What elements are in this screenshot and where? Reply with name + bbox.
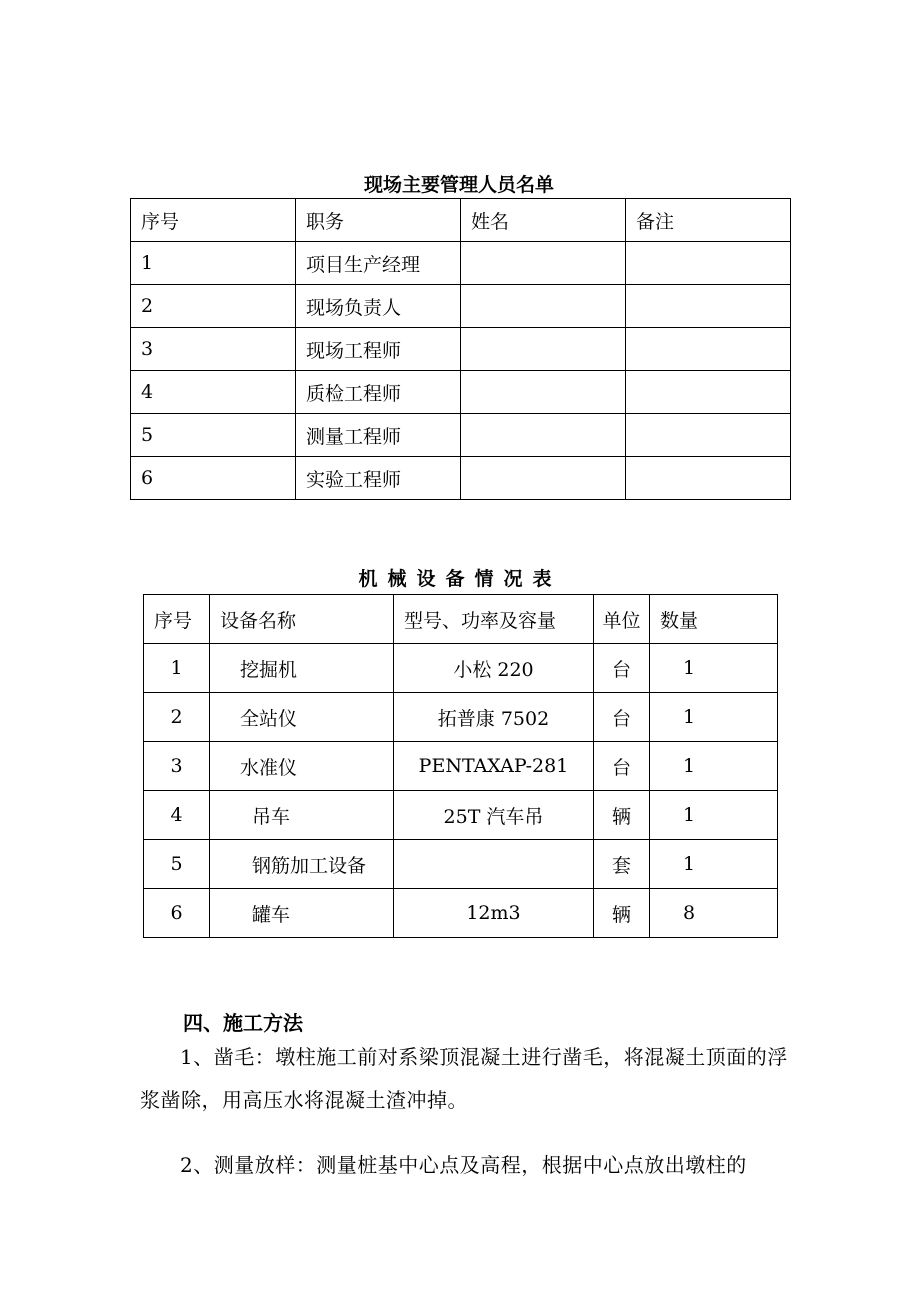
table-cell: 吊车 <box>210 791 394 840</box>
table-cell: 辆 <box>594 889 650 938</box>
table-cell: 2 <box>131 285 296 328</box>
table-cell <box>461 457 626 500</box>
table-cell <box>626 242 791 285</box>
table-cell: 罐车 <box>210 889 394 938</box>
table-cell: 辆 <box>594 791 650 840</box>
table-cell: 水准仪 <box>210 742 394 791</box>
table-cell <box>626 414 791 457</box>
table-cell: 6 <box>144 889 210 938</box>
table-cell: 套 <box>594 840 650 889</box>
header-cell: 备注 <box>626 199 791 242</box>
header-cell: 型号、功率及容量 <box>394 595 594 644</box>
table-cell: 25T 汽车吊 <box>394 791 594 840</box>
table-cell: 项目生产经理 <box>296 242 461 285</box>
header-cell: 设备名称 <box>210 595 394 644</box>
table-row <box>131 414 791 457</box>
table-cell <box>394 840 594 889</box>
table-cell: 1 <box>650 840 778 889</box>
table-cell: 现场工程师 <box>296 328 461 371</box>
table-cell: 1 <box>144 644 210 693</box>
staff-header-row <box>131 199 791 242</box>
table-cell: 台 <box>594 742 650 791</box>
table-cell: 挖掘机 <box>210 644 394 693</box>
table-cell <box>626 457 791 500</box>
table-cell <box>461 371 626 414</box>
table-cell: 5 <box>144 840 210 889</box>
table-cell <box>461 414 626 457</box>
table-cell: 1 <box>131 242 296 285</box>
header-cell: 序号 <box>144 595 210 644</box>
table-cell: 5 <box>131 414 296 457</box>
equipment-table <box>143 594 778 938</box>
table-row <box>131 371 791 414</box>
table-cell <box>461 285 626 328</box>
table-row <box>131 285 791 328</box>
table-cell: 实验工程师 <box>296 457 461 500</box>
table-cell <box>626 371 791 414</box>
table-cell: 1 <box>650 791 778 840</box>
table-cell: 8 <box>650 889 778 938</box>
table-cell: 12m3 <box>394 889 594 938</box>
table-cell: 1 <box>650 742 778 791</box>
table-cell <box>461 328 626 371</box>
table-cell <box>626 285 791 328</box>
header-cell: 序号 <box>131 199 296 242</box>
table-cell: 测量工程师 <box>296 414 461 457</box>
table-cell: PENTAXAP-281 <box>394 742 594 791</box>
table-row <box>144 791 778 840</box>
table-cell: 台 <box>594 693 650 742</box>
table-cell: 拓普康 7502 <box>394 693 594 742</box>
body-paragraph: 2、测量放样：测量桩基中心点及高程，根据中心点放出墩柱的 <box>180 1153 747 1177</box>
table-cell: 全站仪 <box>210 693 394 742</box>
table-cell <box>626 328 791 371</box>
table-cell: 小松 220 <box>394 644 594 693</box>
table-cell: 4 <box>144 791 210 840</box>
table-cell: 2 <box>144 693 210 742</box>
table-row <box>144 693 778 742</box>
staff-table <box>130 198 791 500</box>
table-cell: 台 <box>594 644 650 693</box>
table-row <box>131 457 791 500</box>
staff-table-title: 现场主要管理人员名单 <box>363 174 554 196</box>
table-cell: 1 <box>650 693 778 742</box>
table-row <box>131 328 791 371</box>
table-cell: 钢筋加工设备 <box>210 840 394 889</box>
table-row <box>131 242 791 285</box>
table-row <box>144 644 778 693</box>
equipment-header-row <box>144 595 778 644</box>
body-paragraph: 1、凿毛：墩柱施工前对系梁顶混凝土进行凿毛，将混凝土顶面的浮浆凿除，用高压水将混凝土渣冲掉。 <box>140 1045 788 1112</box>
table-row <box>144 742 778 791</box>
table-cell: 4 <box>131 371 296 414</box>
header-cell: 职务 <box>296 199 461 242</box>
table-row <box>144 889 778 938</box>
table-row <box>144 840 778 889</box>
table-cell: 质检工程师 <box>296 371 461 414</box>
table-cell: 6 <box>131 457 296 500</box>
header-cell: 数量 <box>650 595 778 644</box>
table-cell: 现场负责人 <box>296 285 461 328</box>
table-cell <box>461 242 626 285</box>
section-heading: 四、施工方法 <box>183 1011 303 1035</box>
equipment-table-title: 机械设备情况表 <box>358 568 562 590</box>
table-cell: 3 <box>131 328 296 371</box>
header-cell: 单位 <box>594 595 650 644</box>
table-cell: 3 <box>144 742 210 791</box>
header-cell: 姓名 <box>461 199 626 242</box>
table-cell: 1 <box>650 644 778 693</box>
